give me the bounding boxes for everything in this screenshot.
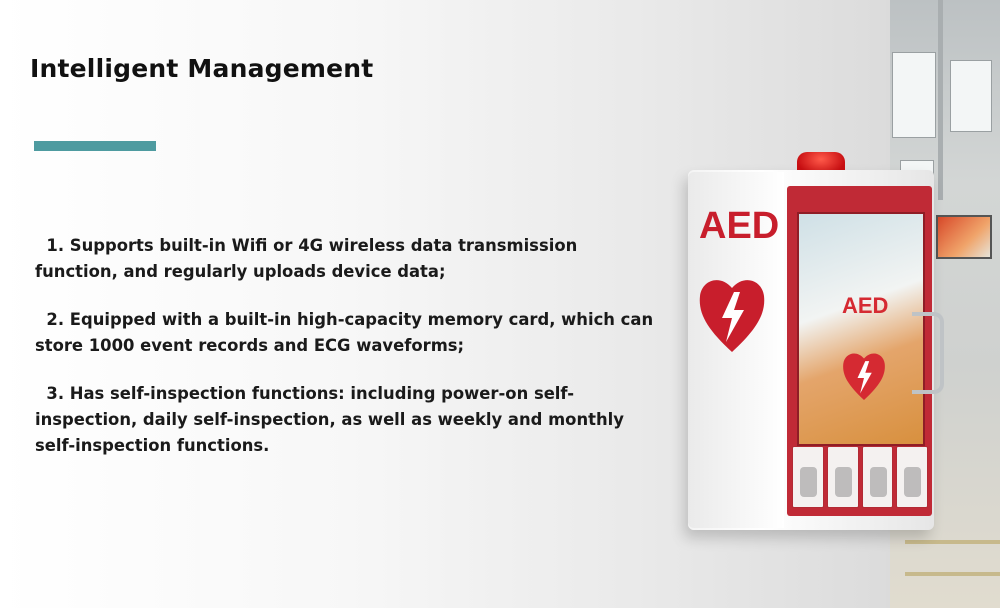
door-handle xyxy=(912,312,944,394)
ceiling-light xyxy=(950,60,992,132)
feature-item: 2. Equipped with a built-in high-capacity memory card, which can store 1000 event records and ECG waveforms; xyxy=(35,310,659,355)
instruction-step xyxy=(896,446,928,508)
pillar xyxy=(938,0,943,200)
page-title: Intelligent Management xyxy=(30,54,374,83)
station-screen xyxy=(936,215,992,259)
instruction-step xyxy=(827,446,859,508)
feature-item: 3. Has self-inspection functions: including power-on self-inspection, daily self-inspection, as well as weekly and monthly self-inspection functions. xyxy=(35,384,630,455)
inner-aed-label: AED xyxy=(842,293,889,318)
instruction-step xyxy=(792,446,824,508)
door-glass xyxy=(797,212,925,446)
feature-item: 1. Supports built-in Wifi or 4G wireless data transmission function, and regularly uploads device data; xyxy=(35,236,583,281)
cabinet-aed-label: AED xyxy=(699,205,780,247)
heart-lightning-icon xyxy=(698,272,766,358)
ceiling-light xyxy=(892,52,936,138)
floor-stripe xyxy=(905,572,1000,576)
instruction-step xyxy=(862,446,894,508)
floor-stripe xyxy=(905,540,1000,544)
inner-heart-icon xyxy=(842,348,886,404)
feature-list xyxy=(35,233,659,481)
accent-divider xyxy=(34,141,156,151)
instruction-panel xyxy=(792,446,928,508)
